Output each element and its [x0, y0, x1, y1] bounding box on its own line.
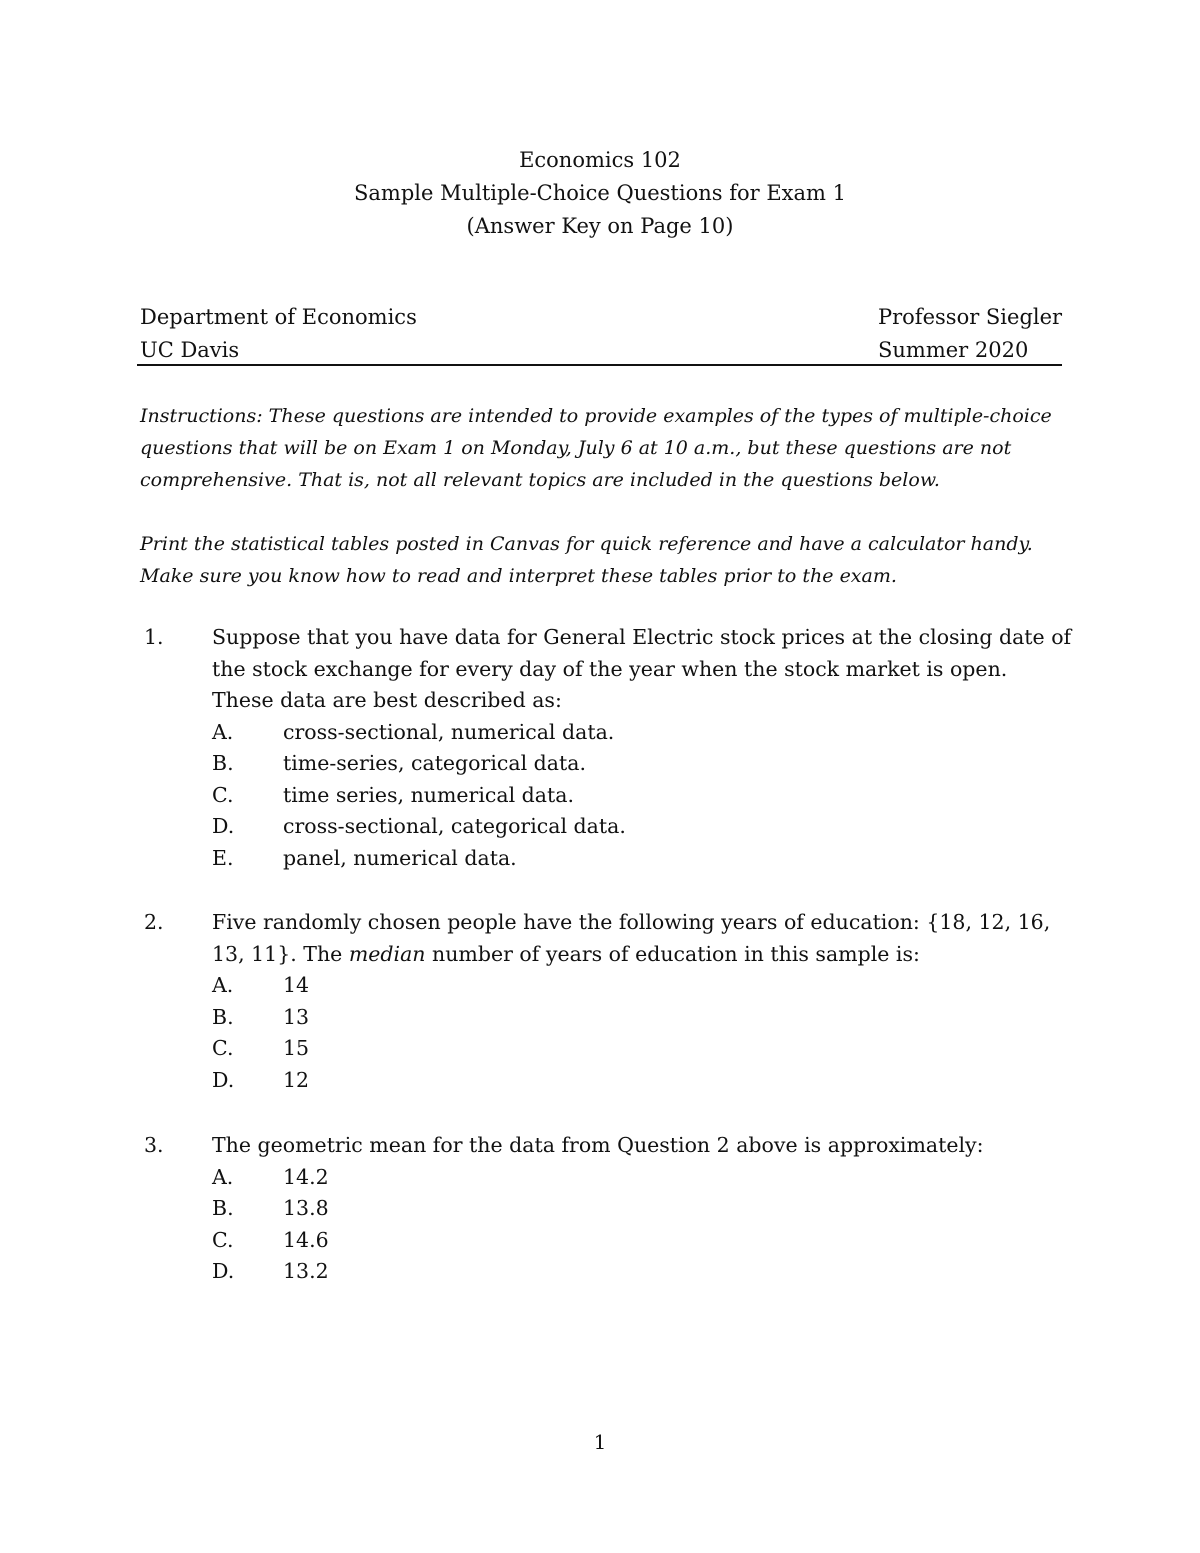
option-letter: E.	[212, 845, 234, 870]
answer-option	[212, 1002, 1072, 1034]
option-letter: C.	[212, 1036, 234, 1060]
option-letter: C.	[212, 1227, 234, 1252]
option-text: time series, numerical data.	[283, 782, 575, 807]
question-text-line: Five randomly chosen people have the following years of education: {18, 12, 16,	[212, 910, 1051, 934]
option-letter: B.	[212, 1004, 234, 1029]
header-divider	[137, 364, 1062, 366]
answer-option	[212, 748, 1072, 780]
question-number: 3.	[144, 1133, 164, 1157]
instructions-line: comprehensive. That is, not all relevant topics are included in the questions below.	[140, 469, 940, 491]
option-letter: D.	[212, 1067, 235, 1092]
answer-option	[212, 1162, 1072, 1194]
instructions-line: Instructions: These questions are intended to provide examples of the types of multiple-choice	[140, 405, 1052, 427]
answer-option	[212, 1065, 1072, 1097]
exam-subtitle: Sample Multiple-Choice Questions for Exam 1	[354, 181, 846, 205]
option-letter: D.	[212, 1259, 235, 1283]
option-text: 14.2	[283, 1164, 329, 1189]
answer-option	[212, 843, 1072, 875]
professor-name: Professor Siegler	[878, 305, 1063, 329]
option-text: time-series, categorical data.	[283, 751, 586, 775]
tables-note-paragraph	[140, 528, 1060, 592]
instructions-paragraph	[140, 400, 1060, 496]
page-number: 1	[593, 1430, 607, 1454]
answer-option	[212, 1225, 1072, 1257]
option-text: panel, numerical data.	[283, 845, 517, 870]
question-body	[212, 622, 1072, 874]
option-text: 12	[283, 1067, 310, 1092]
option-letter: A.	[212, 719, 234, 744]
option-letter: C.	[212, 782, 234, 807]
course-title: Economics 102	[519, 148, 681, 172]
question-number: 2.	[144, 910, 164, 934]
option-text: 13.2	[283, 1259, 329, 1283]
option-letter: D.	[212, 814, 235, 838]
term: Summer 2020	[878, 338, 1029, 362]
question-text-fragment: number of years of education in this sample is:	[425, 941, 920, 966]
answer-option	[212, 717, 1072, 749]
answer-key-note: (Answer Key on Page 10)	[466, 214, 734, 238]
question-text-line	[212, 939, 1072, 971]
option-letter: A.	[212, 973, 234, 997]
question-number: 1.	[144, 625, 164, 649]
question-text-line: The geometric mean for the data from Question 2 above is approximately:	[212, 1133, 984, 1157]
option-text: 14.6	[283, 1227, 329, 1252]
document-title	[0, 144, 1200, 243]
answer-option	[212, 1193, 1072, 1225]
option-letter: B.	[212, 1196, 234, 1220]
option-text: 14	[283, 973, 310, 997]
instructions-line: questions that will be on Exam 1 on Monday, July 6 at 10 a.m., but these questions are not	[140, 437, 1012, 459]
question-text-line: Suppose that you have data for General Electric stock prices at the closing date of	[212, 625, 1072, 649]
option-text: cross-sectional, numerical data.	[283, 719, 615, 744]
option-text: 13.8	[283, 1196, 329, 1220]
question-text-line: the stock exchange for every day of the year when the stock market is open.	[212, 656, 1008, 681]
answer-option	[212, 780, 1072, 812]
option-text: 15	[283, 1036, 310, 1060]
option-letter: A.	[212, 1164, 234, 1189]
answer-option	[212, 970, 1072, 1002]
question-body	[212, 1130, 1072, 1288]
school-name: UC Davis	[140, 338, 240, 362]
instructions-line: Make sure you know how to read and interpret these tables prior to the exam.	[140, 565, 897, 587]
question-text-line: These data are best described as:	[212, 688, 562, 712]
question-body	[212, 907, 1072, 1096]
question-text-fragment: 13, 11}. The	[212, 941, 349, 966]
department-name: Department of Economics	[140, 305, 417, 329]
option-text: cross-sectional, categorical data.	[283, 814, 626, 838]
emphasized-term: median	[348, 941, 426, 966]
answer-option	[212, 1033, 1072, 1065]
option-letter: B.	[212, 751, 234, 775]
answer-option	[212, 1256, 1072, 1288]
answer-option	[212, 811, 1072, 843]
option-text: 13	[283, 1004, 310, 1029]
instructions-line: Print the statistical tables posted in Canvas for quick reference and have a calculator handy.	[140, 533, 1033, 555]
